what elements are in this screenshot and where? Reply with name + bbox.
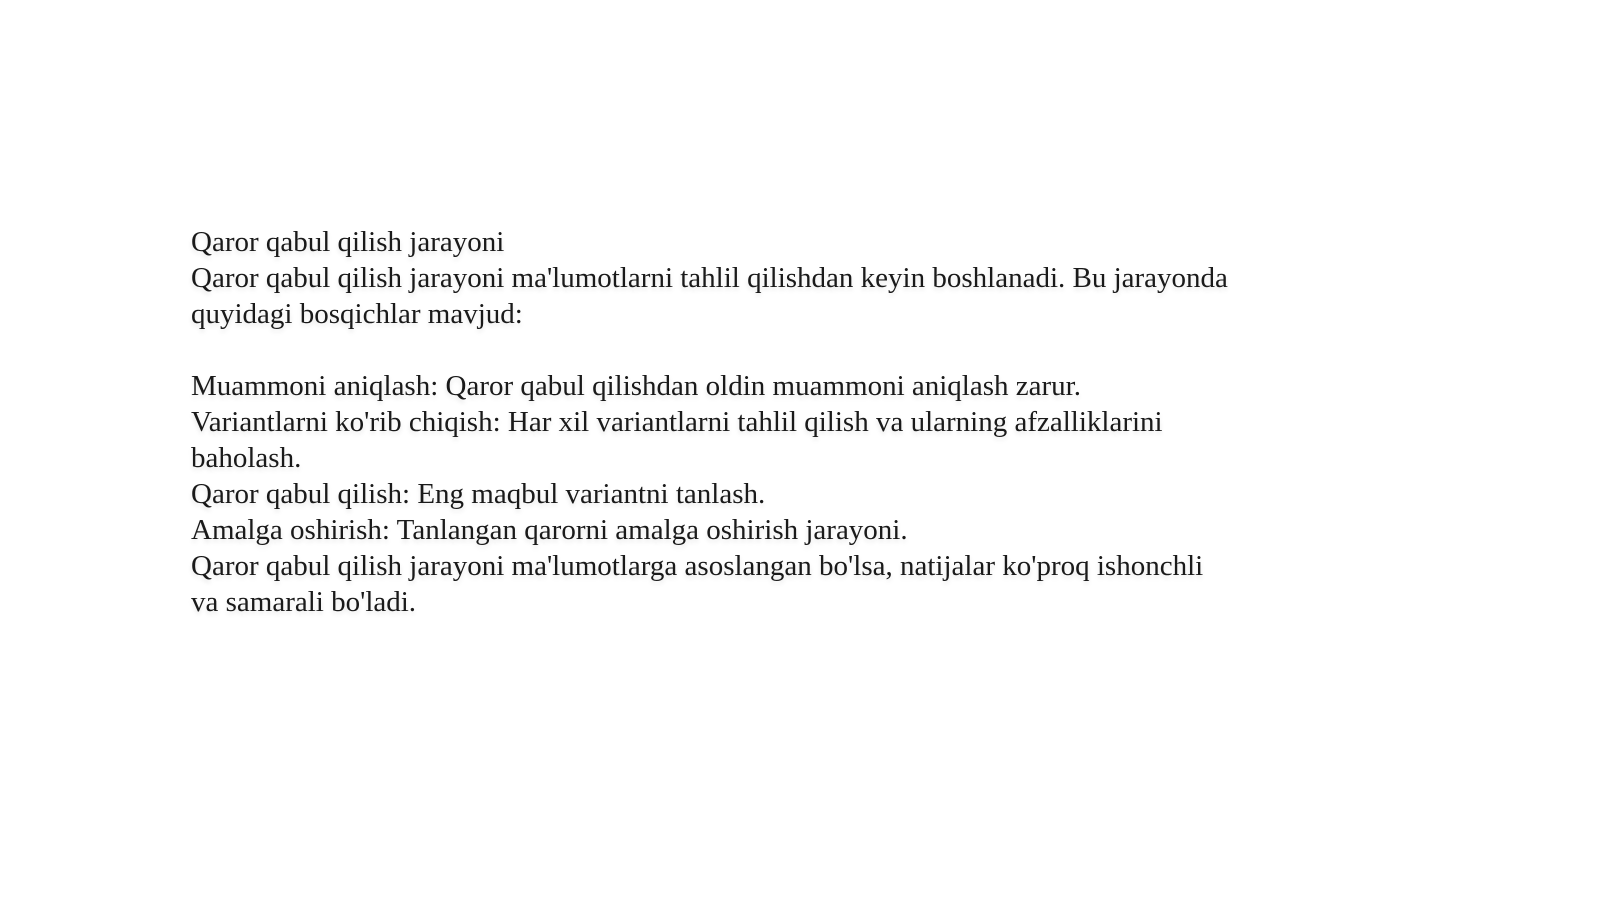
document-title: Qaror qabul qilish jarayoni <box>191 226 505 258</box>
step-1-line-1: Muammoni aniqlash: Qaror qabul qilishdan oldin muammoni aniqlash zarur. <box>191 370 1081 402</box>
conclusion-line-1: Qaror qabul qilish jarayoni ma'lumotlarga asoslangan bo'lsa, natijalar ko'proq ishonchli <box>191 550 1204 582</box>
intro-line-1: Qaror qabul qilish jarayoni ma'lumotlarni tahlil qilishdan keyin boshlanadi. Bu jarayonda <box>191 262 1228 294</box>
step-3-line-1: Qaror qabul qilish: Eng maqbul variantni tanlash. <box>191 478 766 510</box>
paragraph-gap <box>191 332 1291 368</box>
document-body <box>191 224 1291 620</box>
step-2-line-2: baholash. <box>191 442 302 474</box>
step-2-line-1: Variantlarni ko'rib chiqish: Har xil variantlarni tahlil qilish va ularning afzalliklarini <box>191 406 1163 438</box>
intro-line-2: quyidagi bosqichlar mavjud: <box>191 298 523 330</box>
conclusion-line-2: va samarali bo'ladi. <box>191 586 417 618</box>
step-4-line-1: Amalga oshirish: Tanlangan qarorni amalga oshirish jarayoni. <box>191 514 908 546</box>
